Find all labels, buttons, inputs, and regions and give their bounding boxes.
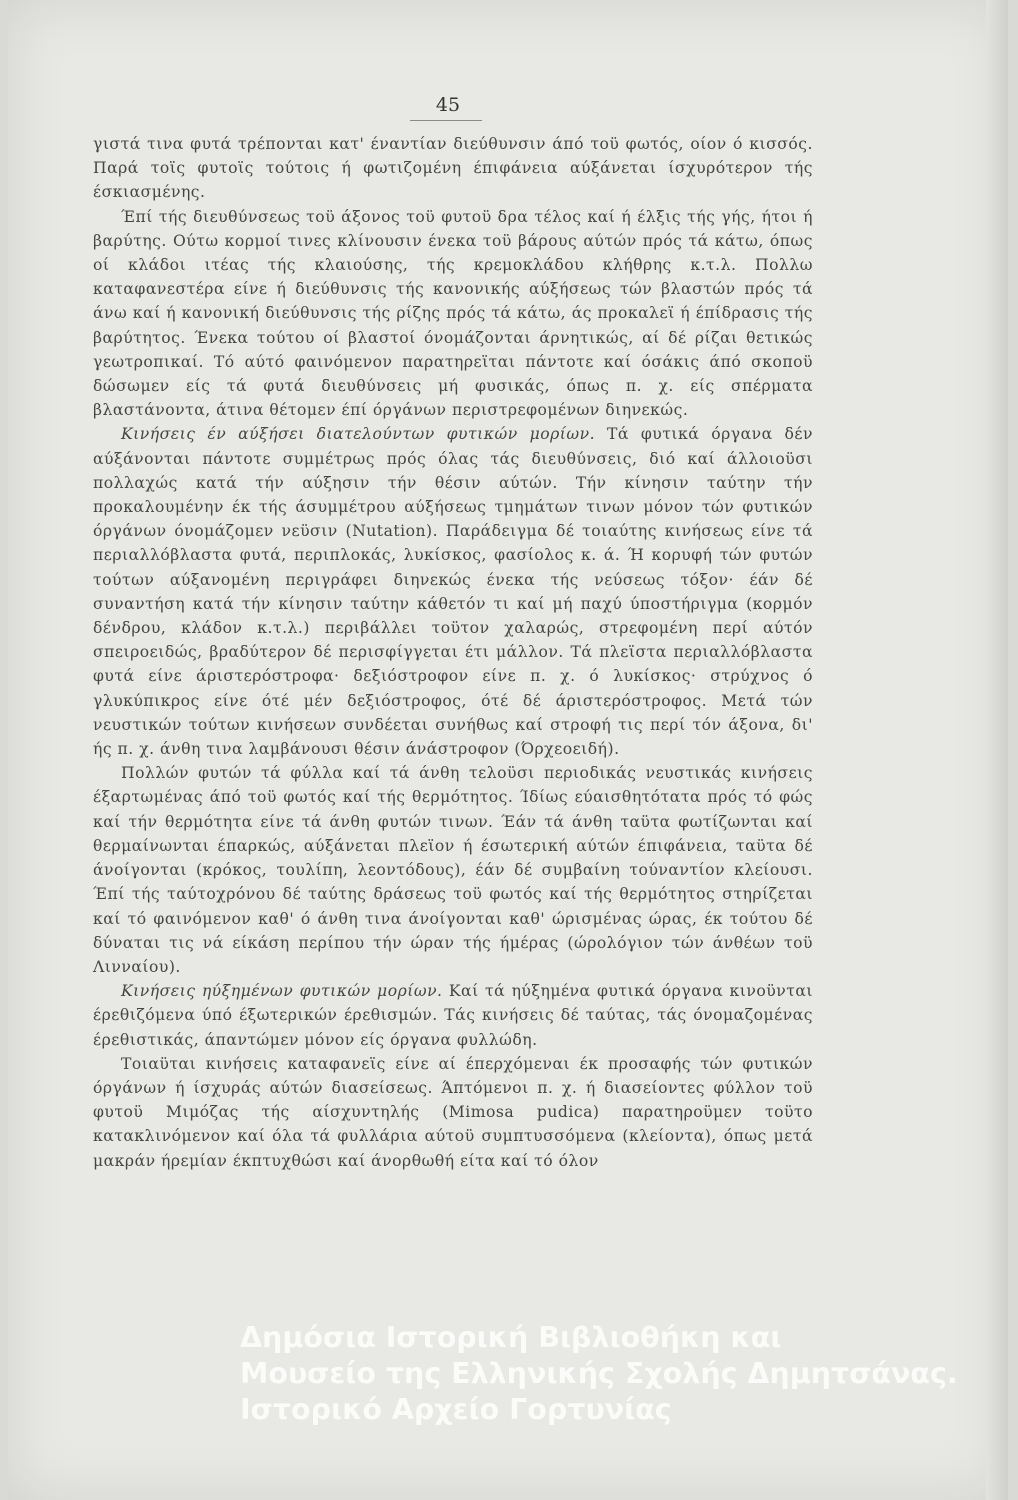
paragraph-text: Τοιαϋται κινήσεις καταφανεϊς είνε αί έπερχόμεναι έκ προσαφής τών φυτικών όργάνων ή ίσχυράς αύτών διασείσεως. Άπτόμενοι π. χ. ή διασείοντες φύλλον τοϋ φυτοϋ Μιμόζας τής αίσχυντηλής (Mimosa pudica) παρατηροϋμεν τοϋτο κατακλινόμενον καί όλα τά φυλλάρια αύτοϋ συμπτυσσόμενα (κλείοντα), όπως μετά μακράν ήρεμίαν έκπτυχθώσι καί άνορθωθή είτα καί τό όλον [93,1054,813,1170]
paragraph [93,1052,813,1173]
paragraph [93,761,813,979]
paragraph-text: Καί τά ηύξημένα φυτικά όργανα κινοϋνται έρεθιζόμενα ύπό έξωτερικών έρεθισμών. Τάς κινήσεις δέ ταύτας, τάς όνομαζομένας έρεθιστικάς, άπαντώμεν μόνον είς όργανα φυλλώδη. [93,982,813,1049]
body-text [93,132,813,1173]
paragraph-text: Πολλών φυτών τά φύλλα καί τά άνθη τελοϋσι περιοδικάς νευστικάς κινήσεις έξαρτωμένας άπό τοϋ φωτός καί τής θερμότητος. Ίδίως εύαισθητότατα πρός τό φώς καί τήν θερμότητα είνε τά άνθη φυτών τινων. Έάν τά άνθη ταϋτα φωτίζωνται καί θερμαίνωνται έπαρκώς, αύξάνεται πλεϊον ή έσωτερική αύτών έπιφάνεια, ταϋτα δέ άνοίγονται (κρόκος, τουλίπη, λεοντόδους), έάν δέ συμβαίνη τούναντίον κλείουσι. Έπί τής ταύτοχρόνου δέ ταύτης δράσεως τοϋ φωτός καί τής θερμότητος στηρίζεται καί τό φαινόμενον καθ' ό άνθη τινα άνοίγονται καθ' ώρισμένας ώρας, έκ τούτου δέ δύναται τις νά είκάση περίπου τήν ώραν τής ήμέρας (ώρολόγιον τών άνθέων τοϋ Λινναίου). [93,764,813,976]
section-lead: Κινήσεις ηύξημένων φυτικών μορίων. [121,982,443,1001]
paragraph-text: Τά φυτικά όργανα δέν αύξάνονται πάντοτε συμμέτρως πρός όλας τάς διευθύνσεις, διό καί άλλοιοϋσι πολλαχώς κατά τήν αύξησιν τήν θέσιν αύτών. Τήν κίνησιν ταύτην τήν προκαλουμένην έκ τής άσυμμέτρου αύξήσεως τμημάτων τινων μόνον τών φυτικών όργάνων όνομάζομεν νεϋσιν (Nutation). Παράδειγμα δέ τοιαύτης κινήσεως είνε τά περιαλλόβλαστα φυτά, περιπλοκάς, λυκίσκος, φασίολος κ. ά. Ή κορυφή τών φυτών τούτων αύξανομένη περιγράφει διηνεκώς ένεκα τής νεύσεως τόξον· έάν δέ συναντήση κατά τήν κίνησιν ταύτην κάθετόν τι καί μή παχύ ύποστήριγμα (κορμόν δένδρου, κλάδον κ.τ.λ.) περιβάλλει τοϋτον χαλαρώς, στρεφομένη περί αύτόν σπειροειδώς, βραδύτερον δέ περισφίγγεται έτι μάλλον. Τά πλεϊστα περιαλλόβλαστα φυτά είνε άριστερόστροφα· δεξιόστροφον είνε π. χ. ό λυκίσκος· στρύχνος ό γλυκύπικρος είνε ότέ μέν δεξιόστροφος, ότέ δέ άριστερόστροφος. Μετά τών νευστικών τούτων κινήσεων συνδέεται συνήθως καί στροφή τις περί τόν άξονα, δι' ής π. χ. άνθη τινα λαμβάνουσι θέσιν άνάστροφον (Όρχεοειδή). [93,425,813,759]
watermark-line: Δημόσια Ιστορική Βιβλιοθήκη και [240,1321,782,1354]
library-watermark [240,1320,1018,1428]
paragraph [93,205,813,423]
paragraph [93,132,813,205]
book-page [8,0,1008,1500]
section-lead: Κινήσεις έν αύξήσει διατελούντων φυτικών μορίων. [121,425,596,444]
paragraph [93,979,813,1052]
page-edge-shadow [986,0,1008,1500]
page-number: 45 [435,94,461,116]
watermark-line: Ιστορικό Αρχείο Γορτυνίας [240,1393,672,1426]
paragraph [93,422,813,761]
paragraph-text: Έπί τής διευθύνσεως τοϋ άξονος τοϋ φυτοϋ δρα τέλος καί ή έλξις τής γής, ήτοι ή βαρύτης. Ούτω κορμοί τινες κλίνουσιν ένεκα τοϋ βάρους αύτών πρός τά κάτω, όπως οί κλάδοι ιτέας τής κλαιούσης, τής κρεμοκλάδου κλήθρης κ.τ.λ. Πολλω καταφανεστέρα είνε ή διεύθυνσις τής κανονικής αύξήσεως τών βλαστών πρός τά άνω καί ή κανονική διεύθυνσις τής ρίζης πρός τά κάτω, άς προκαλεϊ ή έπίδρασις τής βαρύτητος. Ένεκα τούτου οί βλαστοί όνομάζονται άρνητικώς, αί δέ ρίζαι θετικώς γεωτροπικαί. Τό αύτό φαινόμενον παρατηρεϊται πάντοτε καί όσάκις άπό σκοποϋ δώσωμεν είς τά φυτά διευθύνσεις μή φυσικάς, όπως π. χ. είς σπέρματα βλαστάνοντα, άτινα θέτομεν έπί όργάνων περιστρεφομένων διηνεκώς. [93,207,813,420]
paragraph-text: γιστά τινα φυτά τρέπονται κατ' έναντίαν διεύθυνσιν άπό τοϋ φωτός, οίον ό κισσός. Παρά τοϊς φυτοϊς τούτοις ή φωτιζομένη έπιφάνεια αύξάνεται ίσχυρότερον τής έσκιασμένης. [93,135,813,202]
watermark-line: Μουσείο της Ελληνικής Σχολής Δημητσάνας. [240,1357,958,1390]
page-number-rule [410,120,482,121]
